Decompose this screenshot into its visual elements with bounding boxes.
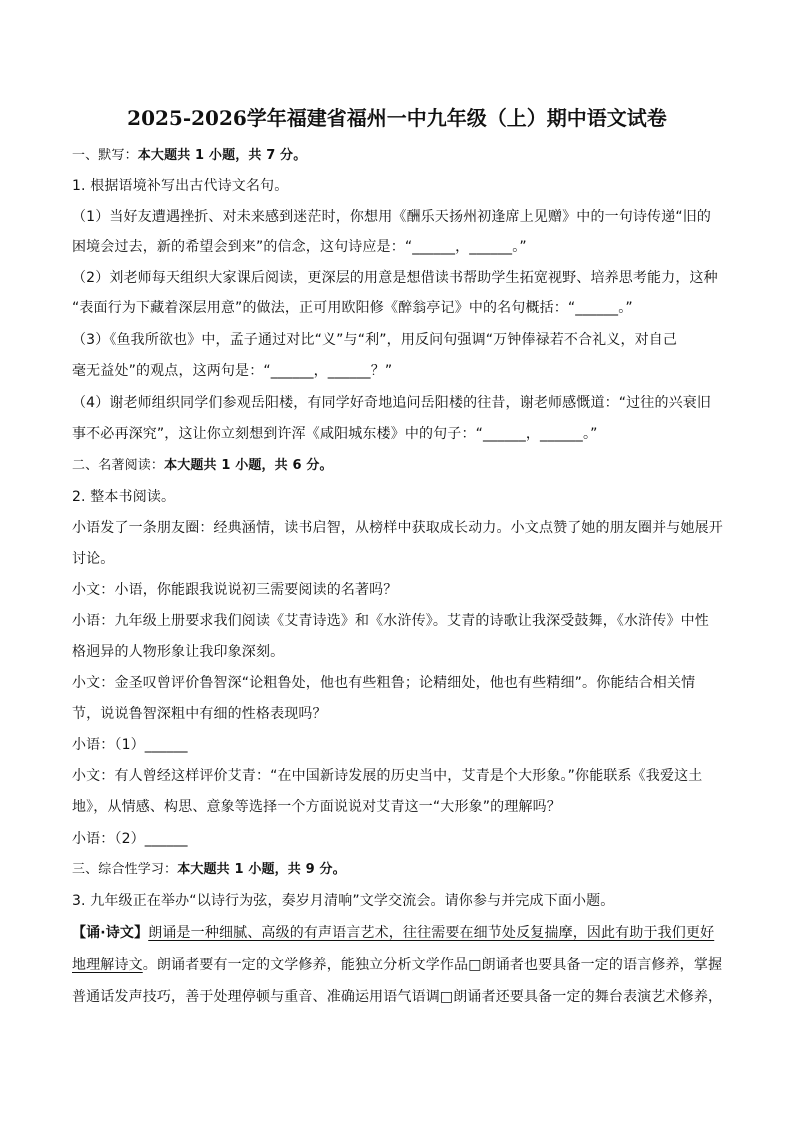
- page-title: 2025-2026学年福建省福州一中九年级（上）期中语文试卷: [127, 106, 667, 130]
- section-3-info: 本大题共 1 小题，共 9 分。: [177, 862, 346, 877]
- question-3-stem: 3. 九年级正在举办“以诗行为弦，奏岁月清响”文学交流会。请你参与并完成下面小题。: [72, 893, 615, 909]
- section-3-prefix: 三、综合性学习：: [72, 862, 178, 877]
- q1-part3-line1: （3）《鱼我所欲也》中，孟子通过对比“义”与“利”，用反问句强调“万钟俸禄若不合礼义，对自己: [72, 332, 678, 348]
- q2-answer-2: 小语：（2）______: [72, 831, 188, 847]
- q2-text-line4: 小语：九年级上册要求我们阅读《艾青诗选》和《水浒传》。艾青的诗歌让我深受鼓舞，《水浒传》中性: [72, 613, 709, 629]
- q2-text-line7: 节，说说鲁智深粗中有细的性格表现吗？: [72, 706, 327, 722]
- section-2-info: 本大题共 1 小题，共 6 分。: [164, 458, 333, 473]
- q1-part2-line2: “表面行为下藏着深层用意”的做法，正可用欧阳修《醉翁亭记》中的名句概括：“______。”: [72, 300, 633, 316]
- underlined-sentence-part2: 地理解诗文: [72, 957, 143, 973]
- q2-text-line8: 小文：有人曾经这样评价艾青：“在中国新诗发展的历史当中，艾青是个大形象。”你能联系《我爱这土: [72, 768, 703, 784]
- q3-text-line1: [72, 923, 722, 943]
- q2-text-line5: 格迥异的人物形象让我印象深刻。: [72, 644, 285, 660]
- question-2-stem: 2. 整本书阅读。: [72, 489, 176, 505]
- q3-text-line3: 普通话发声技巧，善于处理停顿与重音、准确运用语气语调□朗诵者还要具备一定的舞台表演艺术修养，: [72, 989, 723, 1005]
- section-2-prefix: 二、名著阅读：: [72, 458, 165, 473]
- q1-part4-line2: 事不必再深究”，这让你立刻想到许浑《咸阳城东楼》中的句子：“______，______。”: [72, 426, 598, 442]
- section-heading-1: [72, 146, 722, 166]
- q2-text-line2: 讨论。: [72, 551, 115, 567]
- q2-answer-1: 小语：（1）______: [72, 737, 188, 753]
- q3-text-line2-rest: 。朗诵者要有一定的文学修养，能独立分析文学作品□朗诵者也要具备一定的语言修养，掌握: [142, 957, 723, 973]
- q1-part3-line2: 毫无益处”的观点，这两句是：“______，______？”: [72, 363, 393, 379]
- section-heading-2: [72, 456, 722, 476]
- question-1-stem: 1. 根据语境补写出古代诗文名句。: [72, 178, 289, 194]
- underlined-sentence-part1: 朗诵是一种细腻、高级的有声语言艺术，往往需要在细节处反复揣摩，因此有助于我们更好: [148, 925, 715, 941]
- q1-part4-line1: （4）谢老师组织同学们参观岳阳楼，有同学好奇地追问岳阳楼的往昔，谢老师感慨道：“过往的兴衰旧: [72, 395, 712, 411]
- q3-text-line2: [72, 955, 722, 975]
- q2-text-line3: 小文：小语，你能跟我说说初三需要阅读的名著吗？: [72, 582, 398, 598]
- q2-text-line9: 地》，从情感、构思、意象等选择一个方面说说对艾青这一“大形象”的理解吗？: [72, 799, 561, 815]
- q1-part1-line1: （1）当好友遭遇挫折、对未来感到迷茫时，你想用《酬乐天扬州初逢席上见赠》中的一句诗传递“旧的: [72, 209, 712, 225]
- q1-part2-line1: （2）刘老师每天组织大家课后阅读，更深层的用意是想借读书帮助学生拓宽视野、培养思考能力，这种: [72, 270, 718, 286]
- q1-part1-line2: 困境会过去，新的希望会到来”的信念，这句诗应是：“______，______。”: [72, 239, 527, 255]
- q2-text-line6: 小文：金圣叹曾评价鲁智深“论粗鲁处，他也有些粗鲁；论精细处，他也有些精细”。你能结合相关情: [72, 675, 696, 691]
- section-1-info: 本大题共 1 小题，共 7 分。: [137, 148, 307, 163]
- q2-text-line1: 小语发了一条朋友圈：经典涵情，读书启智，从榜样中获取成长动力。小文点赞了她的朋友圈并与她展开: [72, 520, 723, 536]
- section-1-prefix: 一、默写：: [72, 148, 138, 163]
- recite-poetry-label: 【诵·诗文】: [72, 925, 149, 941]
- section-heading-3: [72, 860, 722, 880]
